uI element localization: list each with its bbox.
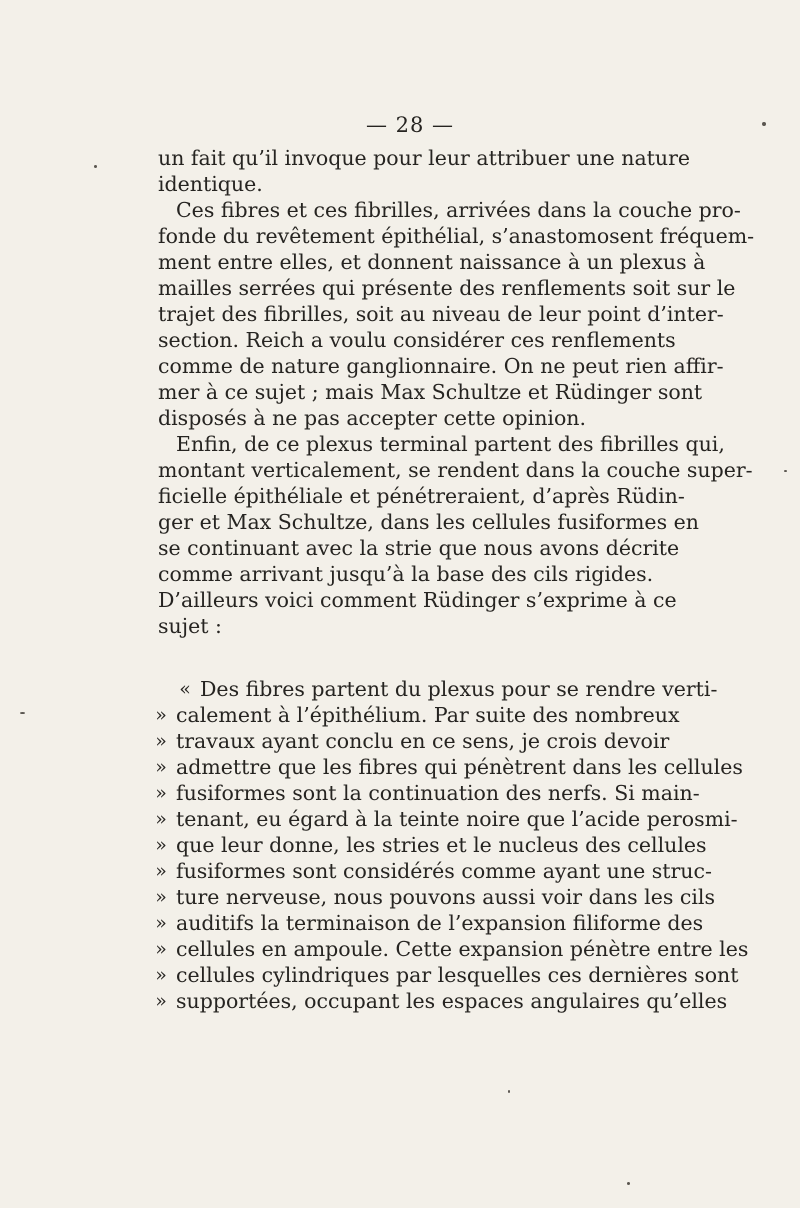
quote-mark: » xyxy=(155,782,167,804)
quote-mark: » xyxy=(155,860,167,882)
text-line: montant verticalement, se rendent dans la couche super- xyxy=(158,458,753,482)
text-line: sujet : xyxy=(158,614,222,638)
quote-mark: « xyxy=(179,678,191,700)
text-line: mer à ce sujet ; mais Max Schultze et Rüdinger sont xyxy=(158,380,703,404)
paper-speck xyxy=(784,470,787,472)
paper-speck xyxy=(762,122,766,126)
quote-line: calement à l’épithélium. Par suite des nombreux xyxy=(176,703,680,727)
text-line: trajet des fibrilles, soit au niveau de leur point d’inter- xyxy=(158,302,724,326)
paper-speck xyxy=(627,1182,630,1185)
text-line: fonde du revêtement épithélial, s’anastomosent fréquem- xyxy=(158,224,755,248)
quote-mark: » xyxy=(155,808,167,830)
text-line: ger et Max Schultze, dans les cellules fusiformes en xyxy=(158,510,699,534)
quote-line: auditifs la terminaison de l’expansion filiforme des xyxy=(176,911,704,935)
text-line: identique. xyxy=(158,172,263,196)
text-line: ment entre elles, et donnent naissance à un plexus à xyxy=(158,250,706,274)
paper-speck xyxy=(508,1090,510,1093)
quote-mark: » xyxy=(155,912,167,934)
text-line: section. Reich a voulu considérer ces renflements xyxy=(158,328,676,352)
quote-line: cellules cylindriques par lesquelles ces dernières sont xyxy=(176,963,739,987)
quote-mark: » xyxy=(155,964,167,986)
text-line: Enfin, de ce plexus terminal partent des fibrilles qui, xyxy=(176,432,725,456)
text-line: mailles serrées qui présente des renflements soit sur le xyxy=(158,276,736,300)
text-line: ficielle épithéliale et pénétreraient, d’après Rüdin- xyxy=(158,484,685,508)
quote-line: cellules en ampoule. Cette expansion pénètre entre les xyxy=(176,937,749,961)
text-line: se continuant avec la strie que nous avons décrite xyxy=(158,536,680,560)
text-line: comme arrivant jusqu’à la base des cils rigides. xyxy=(158,562,654,586)
quote-mark: » xyxy=(155,704,167,726)
quote-line: ture nerveuse, nous pouvons aussi voir dans les cils xyxy=(176,885,715,909)
quote-line: fusiformes sont la continuation des nerfs. Si main- xyxy=(176,781,700,805)
quote-line: travaux ayant conclu en ce sens, je crois devoir xyxy=(176,729,670,753)
quote-mark: » xyxy=(155,886,167,908)
text-line: Ces fibres et ces fibrilles, arrivées dans la couche pro- xyxy=(176,198,741,222)
quote-line: que leur donne, les stries et le nucleus des cellules xyxy=(176,833,707,857)
page-number: — 28 — xyxy=(365,113,455,137)
quote-line: supportées, occupant les espaces angulaires qu’elles xyxy=(176,989,728,1013)
text-line: un fait qu’il invoque pour leur attribuer une nature xyxy=(158,146,691,170)
quote-line: fusiformes sont considérés comme ayant une struc- xyxy=(176,859,712,883)
paper-speck xyxy=(20,712,25,714)
text-line: D’ailleurs voici comment Rüdinger s’exprime à ce xyxy=(158,588,677,612)
quote-mark: » xyxy=(155,990,167,1012)
text-line: comme de nature ganglionnaire. On ne peut rien affir- xyxy=(158,354,724,378)
quote-line: admettre que les fibres qui pénètrent dans les cellules xyxy=(176,755,743,779)
quote-mark: » xyxy=(155,730,167,752)
quote-mark: » xyxy=(155,938,167,960)
quote-mark: » xyxy=(155,834,167,856)
quote-line: Des fibres partent du plexus pour se rendre verti- xyxy=(200,677,718,701)
quote-line: tenant, eu égard à la teinte noire que l’acide perosmi- xyxy=(176,807,738,831)
quote-mark: » xyxy=(155,756,167,778)
text-line: disposés à ne pas accepter cette opinion. xyxy=(158,406,587,430)
paper-speck xyxy=(94,165,97,168)
